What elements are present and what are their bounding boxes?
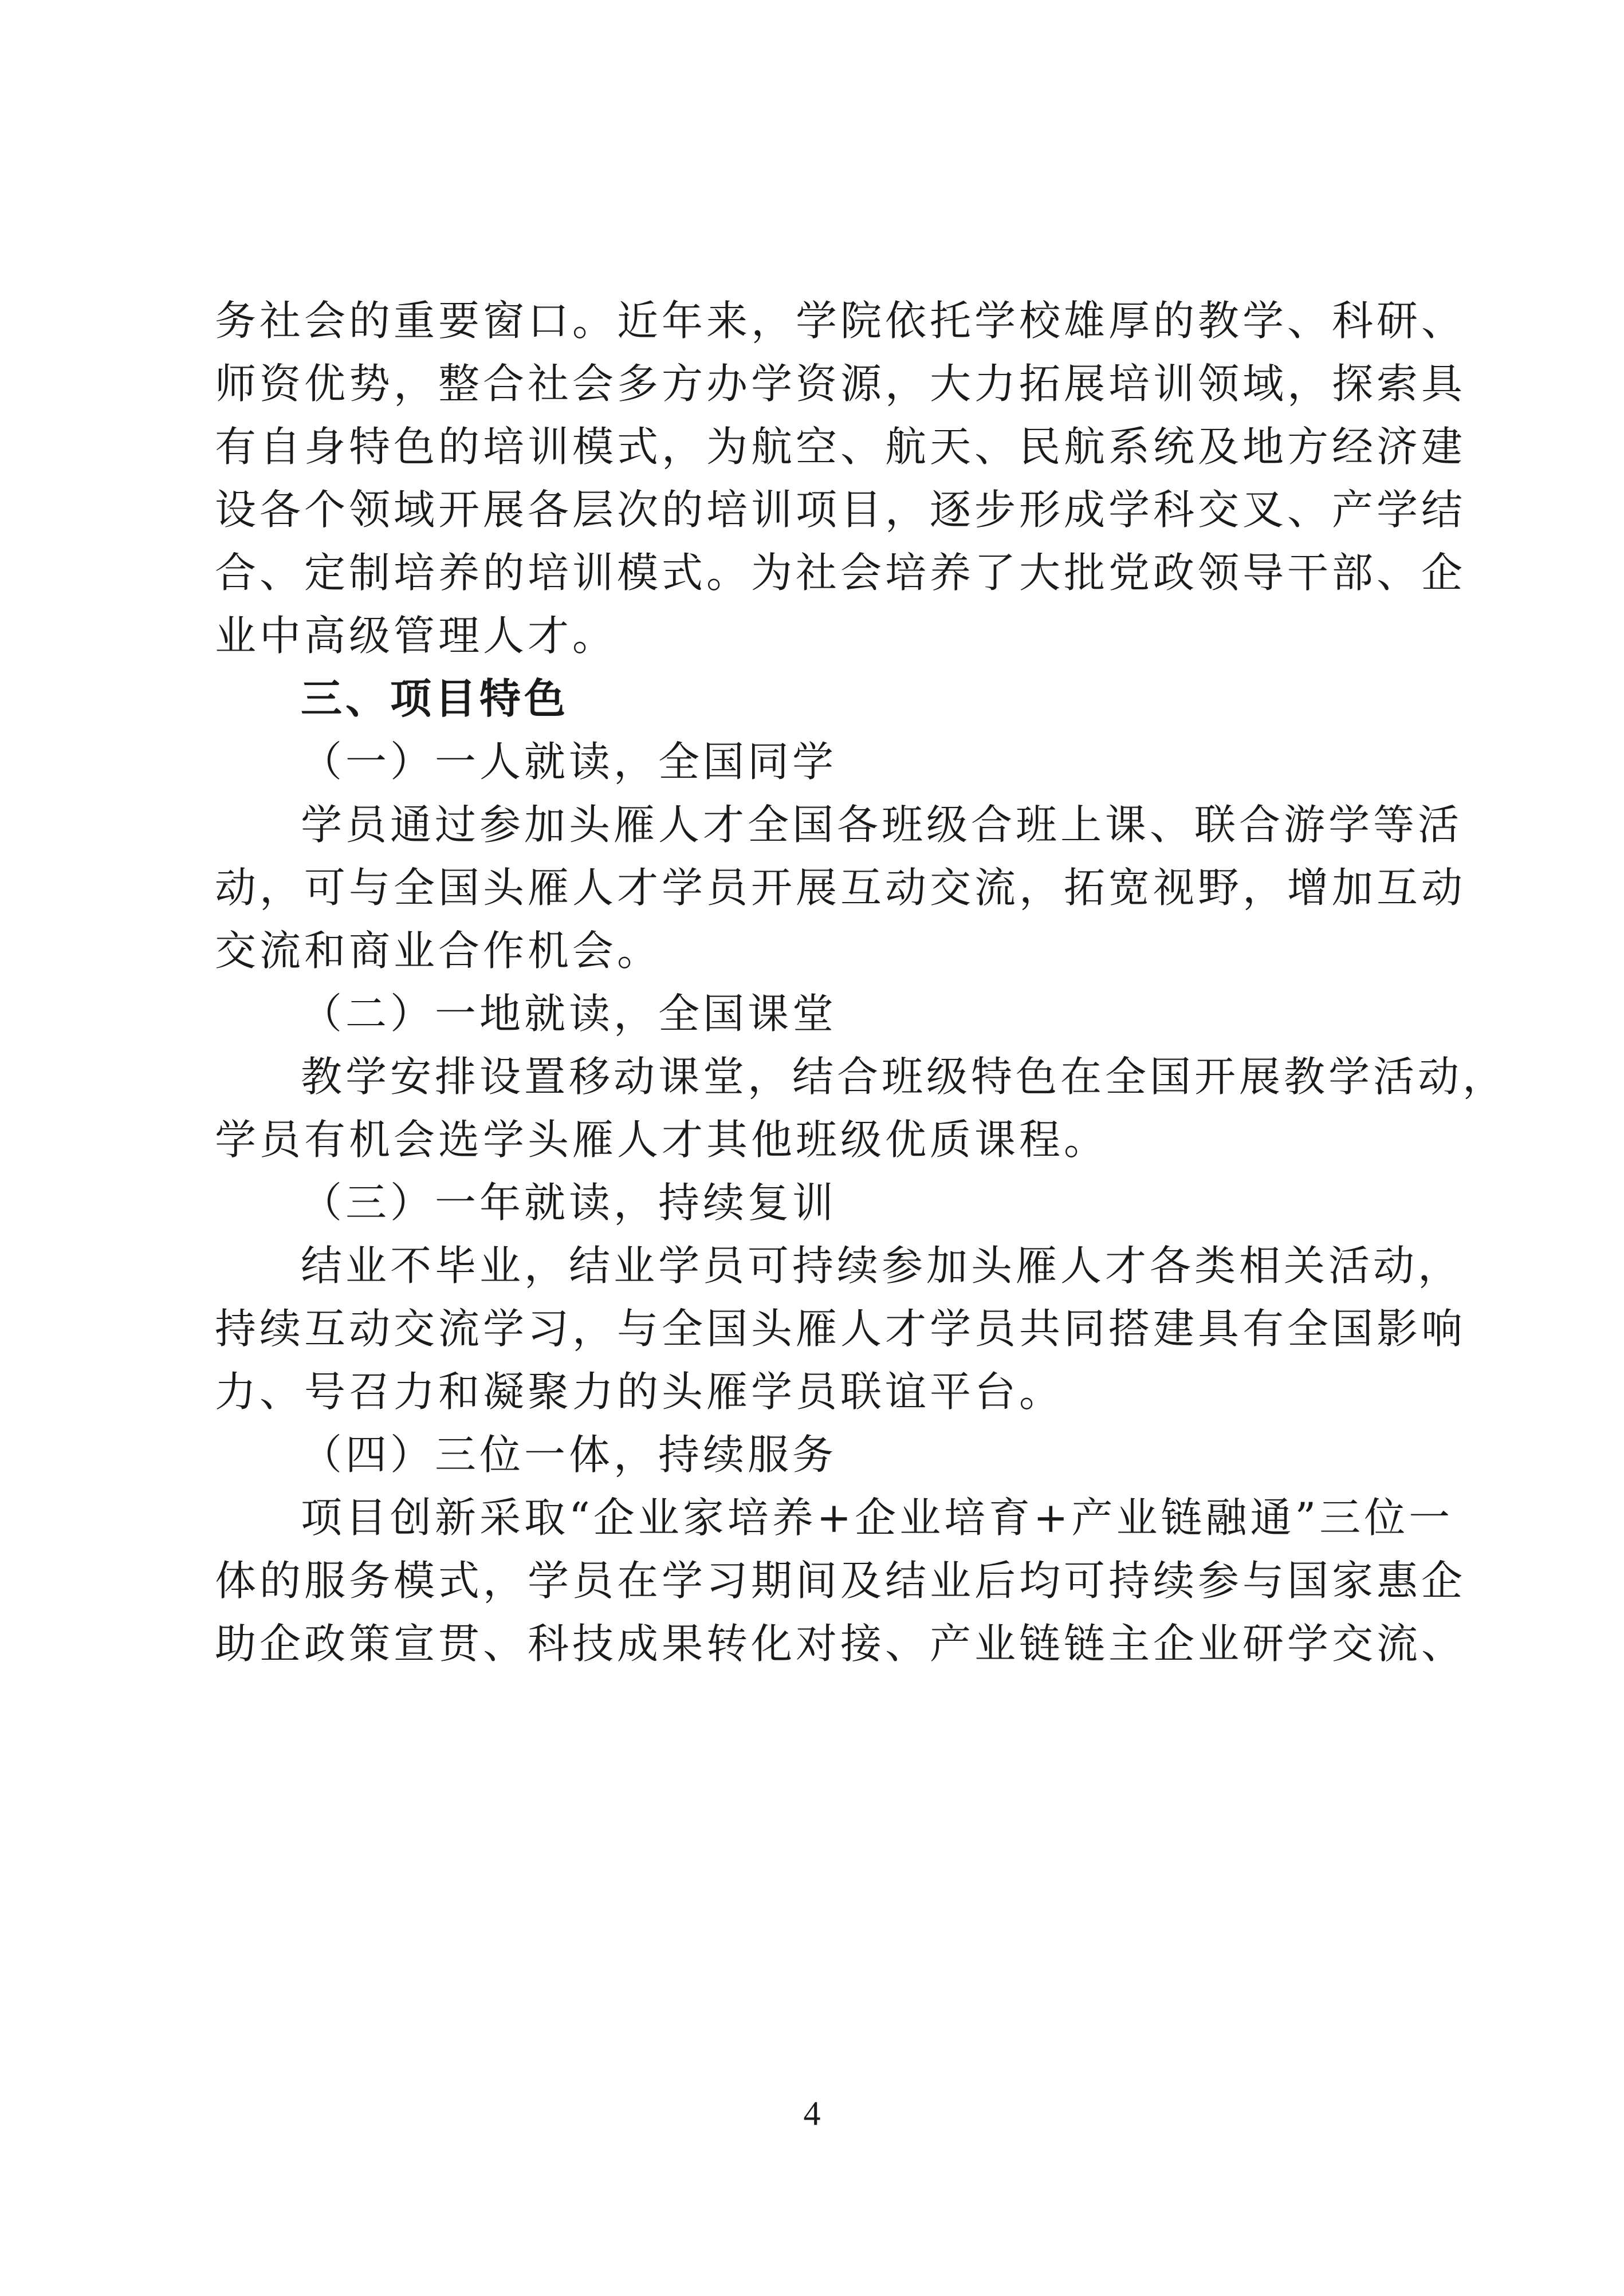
body-line: 结业不毕业，结业学员可持续参加头雁人才各类相关活动， [301, 1242, 1463, 1290]
body-line: 项目创新采取“企业家培养+企业培育+产业链融通”三位一 [301, 1494, 1454, 1542]
body-line: 交流和商业合作机会。 [215, 927, 662, 975]
body-line: 师资优势，整合社会多方办学资源，大力拓展培训领域，探索具 [215, 360, 1466, 408]
subsection-heading: （三）一年就读，持续复训 [301, 1179, 837, 1227]
body-line: 设各个领域开展各层次的培训项目，逐步形成学科交叉、产学结 [215, 486, 1466, 534]
body-line: 有自身特色的培训模式，为航空、航天、民航系统及地方经济建 [215, 423, 1466, 471]
body-line: 助企政策宣贯、科技成果转化对接、产业链链主企业研学交流、 [215, 1620, 1466, 1668]
subsection-heading: （四）三位一体，持续服务 [301, 1431, 837, 1479]
subsection-heading: （二）一地就读，全国课堂 [301, 990, 837, 1038]
body-line: 力、号召力和凝聚力的头雁学员联谊平台。 [215, 1368, 1064, 1416]
body-line: 业中高级管理人才。 [215, 612, 618, 660]
body-line: 务社会的重要窗口。近年来，学院依托学校雄厚的教学、科研、 [215, 297, 1466, 345]
body-line: 持续互动交流学习，与全国头雁人才学员共同搭建具有全国影响 [215, 1305, 1466, 1353]
body-line: 学员有机会选学头雁人才其他班级优质课程。 [215, 1116, 1109, 1164]
body-line: 学员通过参加头雁人才全国各班级合班上课、联合游学等活 [301, 801, 1463, 849]
body-line: 动，可与全国头雁人才学员开展互动交流，拓宽视野，增加互动 [215, 864, 1466, 912]
page-number: 4 [803, 2094, 821, 2132]
subsection-heading: （一）一人就读，全国同学 [301, 738, 837, 786]
body-line: 体的服务模式，学员在学习期间及结业后均可持续参与国家惠企 [215, 1557, 1466, 1605]
section-heading: 三、项目特色 [301, 674, 569, 723]
body-line: 合、定制培养的培训模式。为社会培养了大批党政领导干部、企 [215, 549, 1466, 597]
body-line: 教学安排设置移动课堂，结合班级特色在全国开展教学活动， [301, 1053, 1508, 1101]
